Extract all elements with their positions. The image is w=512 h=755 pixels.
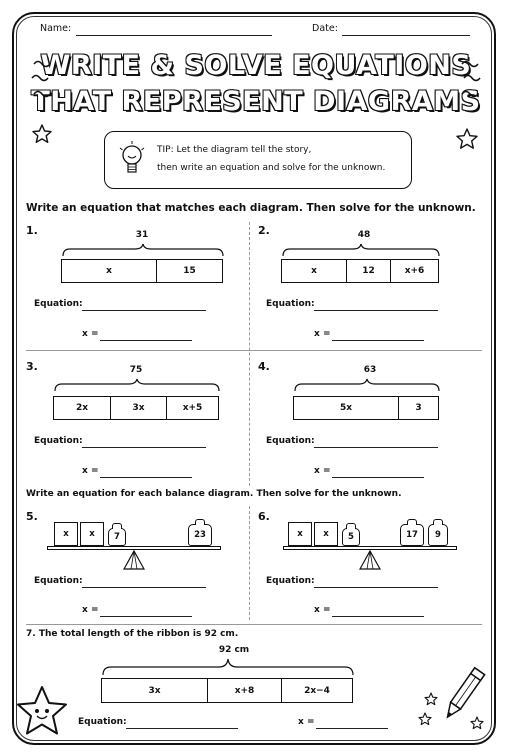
equation-answer-field[interactable]	[82, 310, 206, 311]
equation-label: Equation:	[34, 436, 83, 446]
total-label: 63	[363, 365, 377, 375]
x-equals-label: x =	[314, 329, 331, 339]
equation-answer-field[interactable]	[314, 587, 438, 588]
divider	[26, 624, 482, 625]
x-answer-field[interactable]	[316, 728, 388, 729]
equation-answer-field[interactable]	[314, 447, 438, 448]
tape-segment: x+8	[207, 679, 281, 702]
brace-icon	[62, 243, 224, 257]
tip-line-2: then write an equation and solve for the unknown.	[157, 163, 386, 173]
x-answer-field[interactable]	[100, 616, 192, 617]
brace-icon	[282, 243, 440, 257]
tip-box	[104, 131, 412, 189]
star-icon	[418, 712, 432, 726]
equation-answer-field[interactable]	[126, 728, 238, 729]
brace-icon	[294, 378, 440, 392]
date-label: Date:	[312, 23, 338, 34]
equation-answer-field[interactable]	[82, 587, 206, 588]
squiggle-icon	[458, 56, 484, 102]
x-equals-label: x =	[82, 466, 99, 476]
fulcrum-icon	[123, 550, 145, 570]
divider	[249, 222, 251, 486]
tape-segment: x	[106, 266, 112, 276]
divider	[26, 350, 482, 351]
star-icon	[32, 124, 52, 144]
problem-number: 4.	[258, 360, 270, 373]
weight: 9	[428, 524, 448, 546]
problem-number: 6.	[258, 510, 270, 523]
equation-label: Equation:	[78, 717, 127, 727]
equation-answer-field[interactable]	[314, 310, 438, 311]
x-equals-label: x =	[314, 466, 331, 476]
total-label: 31	[135, 230, 149, 240]
tape-diagram	[281, 259, 439, 283]
problem-number: 1.	[26, 224, 38, 237]
weight: 17	[400, 524, 424, 546]
total-label: 75	[129, 365, 143, 375]
x-answer-field[interactable]	[100, 477, 192, 478]
star-icon	[456, 128, 478, 150]
tip-line-1: TIP: Let the diagram tell the story,	[157, 145, 312, 155]
title-line-2: THAT REPRESENT DIAGRAMS	[31, 86, 481, 117]
equation-label: Equation:	[266, 436, 315, 446]
tape-segment: 2x	[75, 403, 89, 413]
tape-segment: 5x	[339, 403, 353, 413]
brace-icon	[102, 658, 354, 676]
tape-segment: 15	[156, 260, 222, 282]
weight: 5	[342, 528, 360, 546]
name-field[interactable]	[76, 35, 272, 36]
squiggle-icon	[30, 56, 56, 102]
x-equals-label: x =	[82, 605, 99, 615]
problem-number: 2.	[258, 224, 270, 237]
tape-segment: x	[311, 266, 317, 276]
weight: 23	[188, 524, 212, 546]
ribbon-diagram	[101, 678, 353, 703]
section2-instruction: Write an equation for each balance diagram. Then solve for the unknown.	[26, 489, 402, 499]
tape-segment: x+6	[390, 260, 438, 282]
name-label: Name:	[40, 23, 72, 34]
tape-diagram	[53, 396, 219, 420]
weight: 7	[108, 528, 126, 546]
unknown-block: x	[54, 522, 78, 546]
total-label: 48	[357, 230, 371, 240]
x-equals-label: x =	[82, 329, 99, 339]
tape-segment: 12	[346, 260, 390, 282]
star-icon	[470, 716, 484, 730]
star-mascot-icon	[14, 684, 70, 740]
x-answer-field[interactable]	[332, 616, 424, 617]
x-equals-label: x =	[314, 605, 331, 615]
x-answer-field[interactable]	[332, 477, 424, 478]
tape-segment: 3	[398, 397, 438, 419]
tape-segment: 3x	[148, 685, 161, 696]
tape-segment: 2x−4	[281, 679, 352, 702]
problem-number: 5.	[26, 510, 38, 523]
x-equals-label: x =	[298, 717, 315, 727]
problem7-statement: 7. The total length of the ribbon is 92 cm.	[26, 629, 239, 639]
title-line-1: WRITE & SOLVE EQUATIONS	[40, 50, 472, 81]
tape-diagram	[293, 396, 439, 420]
divider	[249, 506, 251, 620]
brace-icon	[54, 378, 220, 392]
equation-label: Equation:	[34, 576, 83, 586]
tape-diagram	[61, 259, 223, 283]
equation-label: Equation:	[266, 576, 315, 586]
x-answer-field[interactable]	[332, 340, 424, 341]
x-answer-field[interactable]	[100, 340, 192, 341]
equation-label: Equation:	[266, 299, 315, 309]
problem-number: 3.	[26, 360, 38, 373]
total-label: 92 cm	[218, 645, 250, 655]
tape-segment: x+5	[166, 397, 218, 419]
fulcrum-icon	[359, 550, 381, 570]
date-field[interactable]	[342, 35, 470, 36]
unknown-block: x	[288, 522, 312, 546]
equation-label: Equation:	[34, 299, 83, 309]
equation-answer-field[interactable]	[82, 447, 206, 448]
star-icon	[424, 692, 438, 706]
unknown-block: x	[80, 522, 104, 546]
section1-instruction: Write an equation that matches each diagram. Then solve for the unknown.	[26, 202, 476, 214]
tape-segment: 3x	[110, 397, 166, 419]
lightbulb-icon	[117, 140, 147, 182]
unknown-block: x	[314, 522, 338, 546]
